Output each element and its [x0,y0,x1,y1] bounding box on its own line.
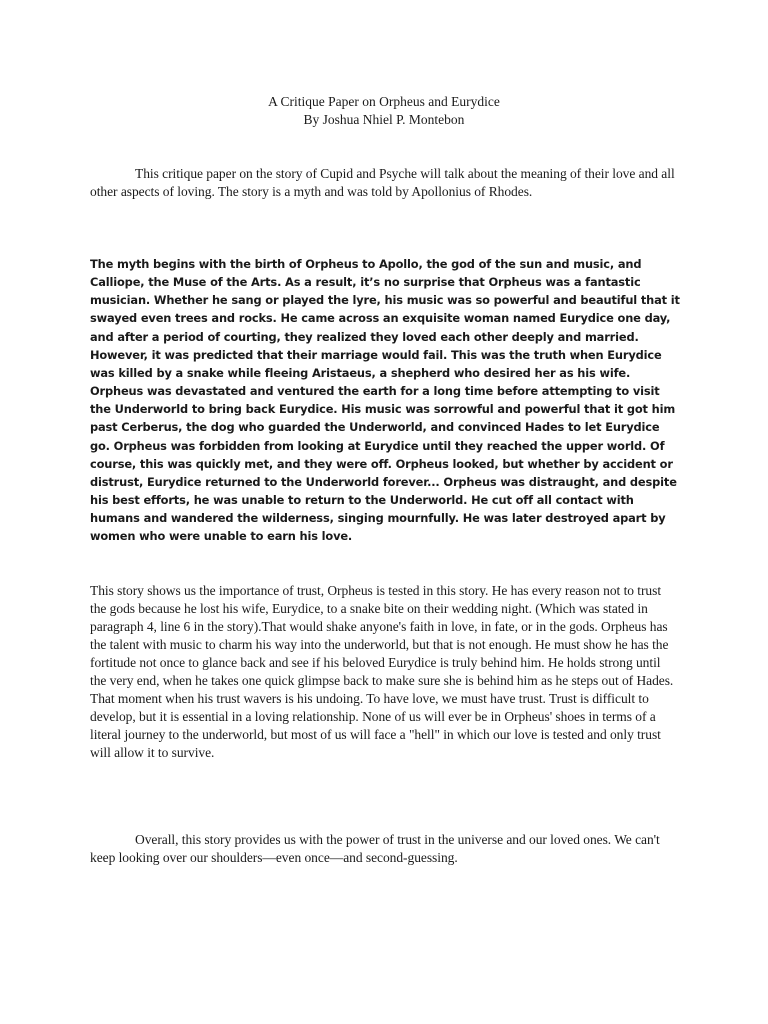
intro-paragraph: This critique paper on the story of Cupid and Psyche will talk about the meaning of their love and all other aspects of loving. The story is a myth and was told by Apollonius of Rhodes. [90,166,675,199]
conclusion-paragraph: Overall, this story provides us with the power of trust in the universe and our loved ones. We can't keep looking over our shoulders—even once—and second-guessing. [90,832,660,865]
document-title: A Critique Paper on Orpheus and Eurydice [268,94,500,109]
analysis-paragraph: This story shows us the importance of trust, Orpheus is tested in this story. He has every reason not to trust the gods because he lost his wife, Eurydice, to a snake bite on their wedding night. (Which was stated in paragraph 4, line 6 in the story).That would shake anyone's faith in love, in fate, or in the gods. Orpheus has the talent with music to charm his way into the underworld, but that is not enough. He must show he has the fortitude not once to glance back and see if his beloved Eurydice is truly behind him. He holds strong until the very end, when he takes one quick glimpse back to make sure she is behind him as he steps out of Hades. That moment when his trust wavers is his undoing. To have love, we must have trust. Trust is difficult to develop, but it is essential in a loving relationship. None of us will ever be in Orpheus' shoes in terms of a literal journey to the underworld, but most of us will face a "hell" in which our love is tested and only trust will allow it to survive. [90,583,674,760]
title-block [0,93,768,129]
author-line: By Joshua Nhiel P. Montebon [303,112,465,127]
summary-paragraph: The myth begins with the birth of Orpheus to Apollo, the god of the sun and music, and Calliope, the Muse of the Arts. As a result, it’s no surprise that Orpheus was a fantastic musician. Whether he sang or played the lyre, his music was so powerful and beautiful that it swayed even trees and rocks. He came across an exquisite woman named Eurydice one day, and after a period of courting, they realized they loved each other deeply and married. However, it was predicted that their marriage would fail. This was the truth when Eurydice was killed by a snake while fleeing Aristaeus, a shepherd who desired her as his wife. Orpheus was devastated and ventured the earth for a long time before attempting to visit the Underworld to bring back Eurydice. His music was sorrowful and powerful that it got him past Cerberus, the dog who guarded the Underworld, and convinced Hades to let Eurydice go. Orpheus was forbidden from looking at Eurydice until they reached the upper world. Of course, this was quickly met, and they were off. Orpheus looked, but whether by accident or distrust, Eurydice returned to the Underworld forever... Orpheus was distraught, and despite his best efforts, he was unable to return to the Underworld. He cut off all contact with humans and wandered the wilderness, singing mournfully. He was later destroyed apart by women who were unable to earn his love. [90,257,680,544]
